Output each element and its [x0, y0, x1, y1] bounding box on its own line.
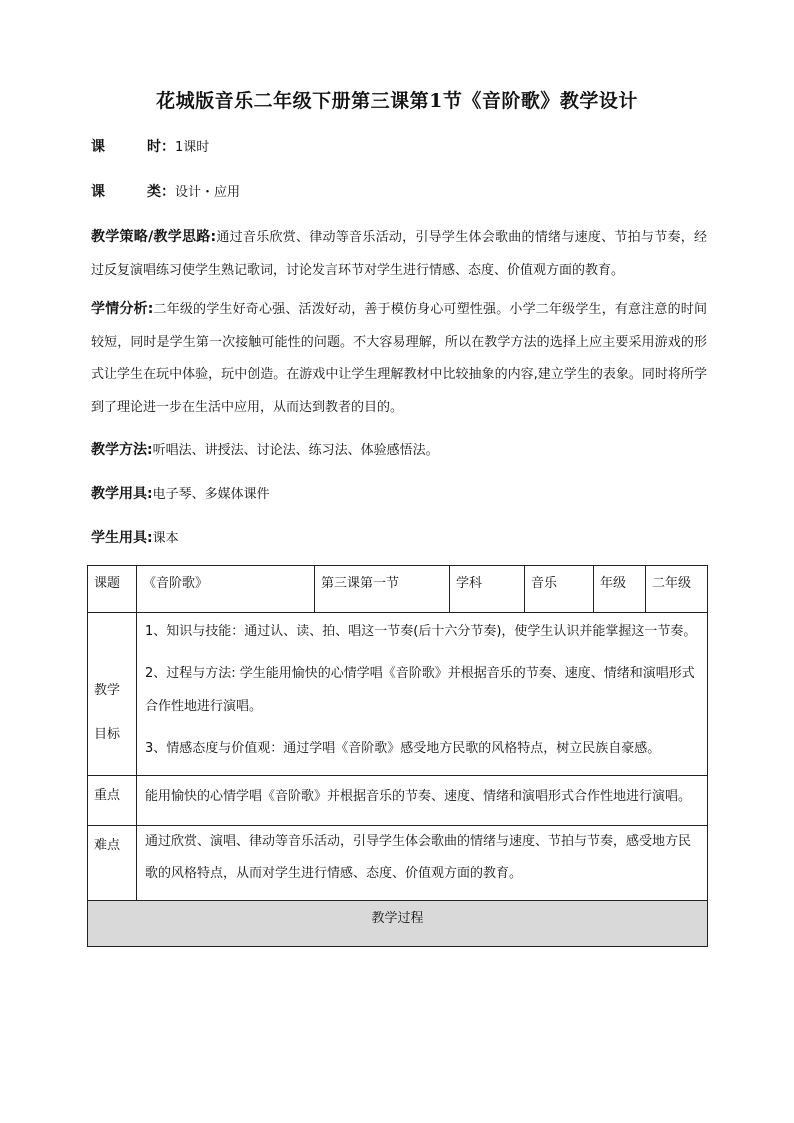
process-header-cell: 教学过程: [88, 901, 708, 947]
grade-label-cell: 年级: [594, 566, 646, 613]
class-type-label-a: 课: [91, 184, 105, 200]
goals-label-cell: [88, 613, 137, 776]
class-hours-value: 1课时: [175, 140, 210, 155]
subject-label-cell: 学科: [450, 566, 525, 613]
goals-label-line2: 目标: [94, 727, 121, 742]
key-point-row: [88, 776, 708, 826]
class-hours-row: [91, 132, 209, 163]
goals-row: [88, 613, 708, 776]
topic-label-cell: 课题: [88, 566, 137, 613]
class-type-row: [91, 177, 240, 208]
difficulty-content-cell: [137, 826, 708, 901]
class-type-value: 设计・应用: [175, 185, 241, 200]
student-tools-row: [91, 523, 179, 554]
tools-value: 电子琴、多媒体课件: [152, 487, 270, 502]
process-row: [88, 901, 708, 947]
goal-item-2: 2、过程与方法: 学生能用愉快的心情学唱《音阶歌》并根据音乐的节奏、速度、情绪和演唱形式合作性地进行演唱。: [145, 666, 695, 714]
tools-row: [91, 479, 270, 510]
methods-label: 教学方法:: [91, 442, 153, 458]
goal-item-3: 3、情感态度与价值观：通过学唱《音阶歌》感受地方民歌的风格特点，树立民族自豪感。: [145, 741, 661, 756]
strategy-text: 通过音乐欣赏、律动等音乐活动，引导学生体会歌曲的情绪与速度、节拍与节奏，经过反复演唱练习使学生熟记歌词，讨论发言环节对学生进行情感、态度、价值观方面的教育。: [91, 230, 707, 278]
subject-value-cell: 音乐: [525, 566, 594, 613]
class-hours-label-b: 时：: [147, 139, 175, 155]
analysis-label: 学情分析:: [91, 301, 154, 317]
student-tools-label: 学生用具:: [91, 530, 153, 546]
goal-item-1: 1、知识与技能：通过认、读、拍、唱这一节奏(后十六分节奏)，使学生认识并能掌握这一节奏。: [145, 624, 697, 639]
table-header-row: [88, 566, 708, 613]
grade-value-cell: 二年级: [646, 566, 708, 613]
difficulty-row: [88, 826, 708, 901]
goals-label-line1: 教学: [94, 683, 121, 698]
page-title: 花城版音乐二年级下册第三课第1节《音阶歌》教学设计: [156, 90, 638, 112]
strategy-paragraph: [91, 221, 707, 287]
section-cell: 第三课第一节: [315, 566, 450, 613]
key-point-text: 能用愉快的心情学唱《音阶歌》并根据音乐的节奏、速度、情绪和演唱形式合作性地进行演唱。: [145, 789, 692, 804]
goals-content-cell: [137, 613, 708, 776]
key-point-label-cell: 重点: [88, 776, 137, 826]
class-type-label-b: 类：: [147, 184, 175, 200]
key-point-content-cell: [137, 776, 708, 826]
methods-row: [91, 435, 439, 466]
tools-label: 教学用具:: [91, 486, 153, 502]
strategy-label: 教学策略/教学思路:: [91, 229, 217, 245]
difficulty-text: 通过欣赏、演唱、律动等音乐活动，引导学生体会歌曲的情绪与速度、节拍与节奏，感受地方民歌的风格特点，从而对学生进行情感、态度、价值观方面的教育。: [145, 834, 692, 881]
difficulty-label-cell: 难点: [88, 826, 137, 901]
analysis-paragraph: [91, 293, 707, 424]
lesson-table: [87, 565, 708, 947]
class-hours-label-a: 课: [91, 139, 105, 155]
student-tools-value: 课本: [152, 531, 179, 546]
topic-value-cell: 《音阶歌》: [137, 566, 315, 613]
methods-value: 听唱法、讲授法、讨论法、练习法、体验感悟法。: [152, 443, 439, 458]
analysis-text: 二年级的学生好奇心强、活泼好动，善于模仿身心可塑性强。小学二年级学生，有意注意的时间较短，同时是学生第一次接触可能性的问题。不大容易理解，所以在教学方法的选择上应主要采用游戏的形式让学生在玩中体验，玩中创造。在游戏中让学生理解教材中比较抽象的内容,建立学生的表象。同时将所学到了理论进一步在生活中应用，从而达到教者的目的。: [91, 302, 707, 415]
